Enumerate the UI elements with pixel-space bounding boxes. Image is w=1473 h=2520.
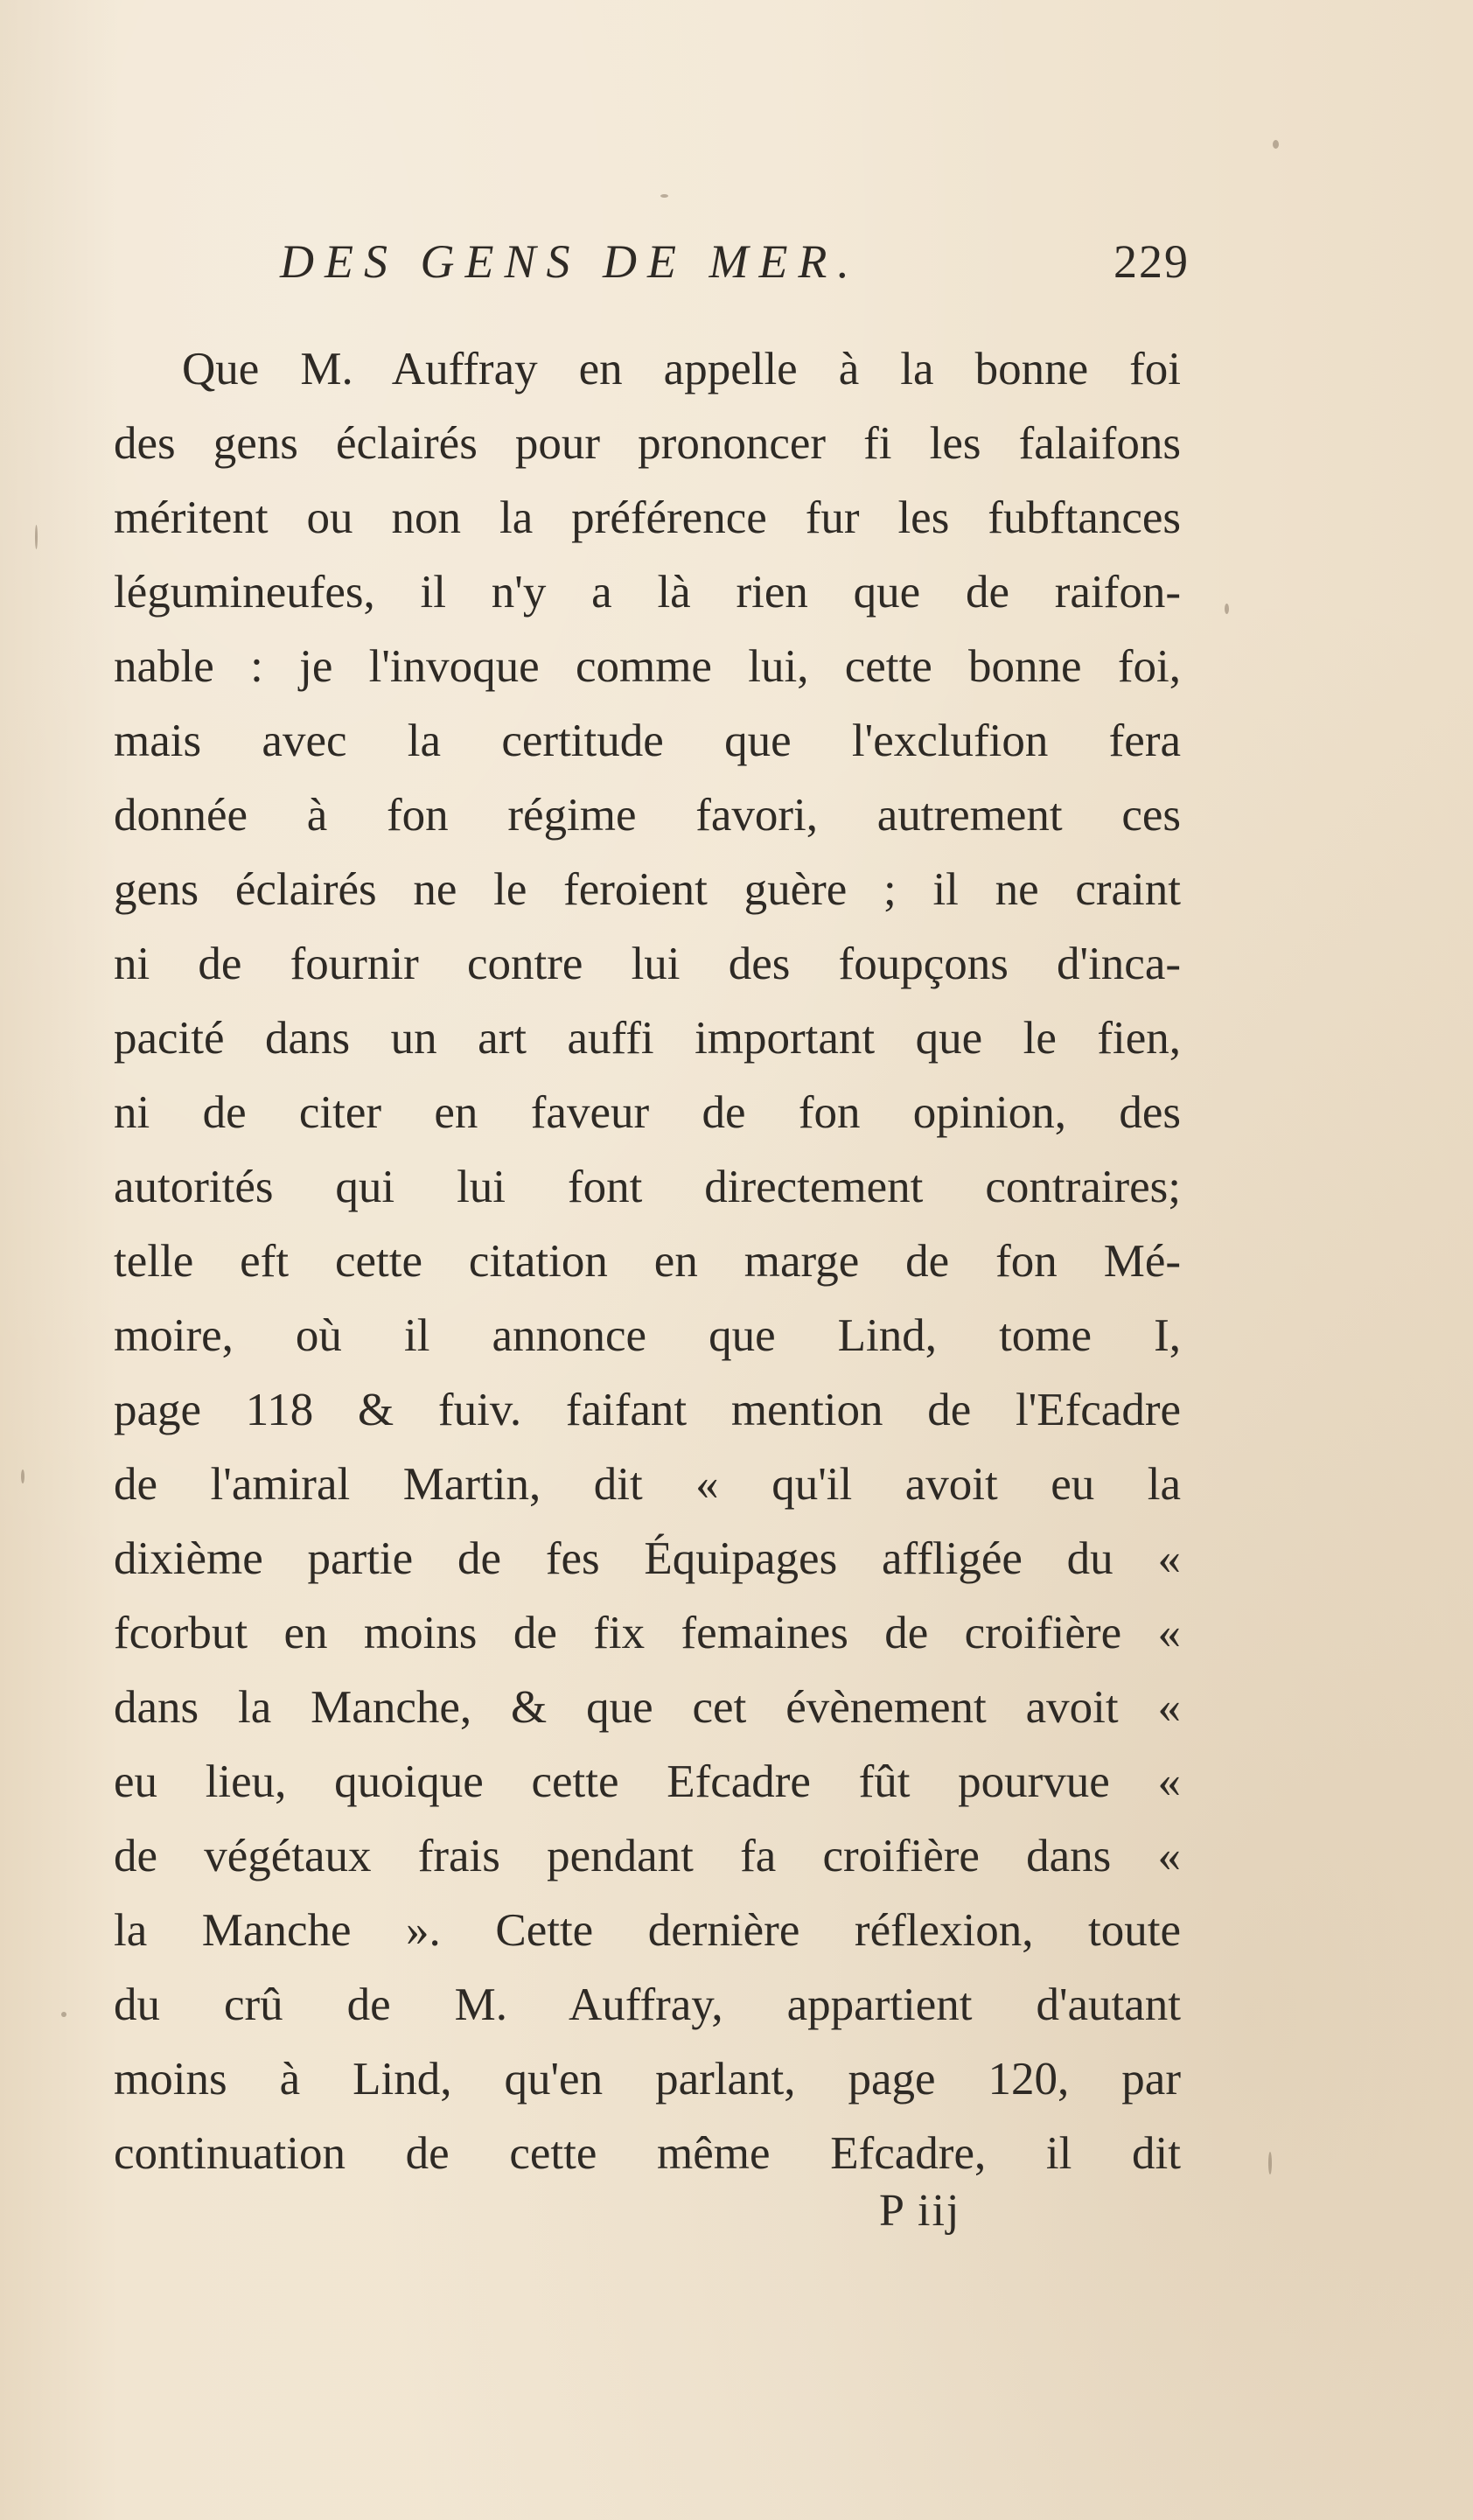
paper-speck bbox=[61, 2012, 66, 2017]
text-line: des gens éclairés pour prononcer fi les falaifons bbox=[114, 418, 1181, 469]
text-line: la Manche ». Cette dernière réflexion, toute bbox=[114, 1905, 1181, 1956]
text-line: mais avec la certitude que l'exclufion fera bbox=[114, 716, 1181, 766]
text-line: fcorbut en moins de fix femaines de croifière « bbox=[114, 1608, 1181, 1658]
text-line: pacité dans un art auffi important que le fien, bbox=[114, 1013, 1181, 1064]
signature-mark: P iij bbox=[879, 2186, 961, 2236]
text-line: moire, où il annonce que Lind, tome I, bbox=[114, 1310, 1181, 1361]
paper-speck bbox=[1268, 2152, 1272, 2174]
running-head-title: DES GENS DE MER. bbox=[280, 235, 860, 288]
paper-speck bbox=[21, 1469, 24, 1483]
text-line: ni de fournir contre lui des foupçons d'inca- bbox=[114, 939, 1181, 989]
paper-speck bbox=[660, 194, 668, 198]
text-line: méritent ou non la préférence fur les fubftances bbox=[114, 492, 1181, 543]
text-line: telle eft cette citation en marge de fon Mé- bbox=[114, 1236, 1181, 1287]
paper-speck bbox=[1225, 604, 1229, 614]
paper-speck bbox=[1273, 140, 1279, 149]
text-line: moins à Lind, qu'en parlant, page 120, par bbox=[114, 2054, 1181, 2105]
paper-speck bbox=[35, 525, 38, 549]
text-line: eu lieu, quoique cette Efcadre fût pourvue « bbox=[114, 1756, 1181, 1807]
text-line: dixième partie de fes Équipages affligée du « bbox=[114, 1533, 1181, 1584]
text-line: donnée à fon régime favori, autrement ces bbox=[114, 790, 1181, 841]
text-line: de végétaux frais pendant fa croifière dans « bbox=[114, 1831, 1181, 1881]
text-line: gens éclairés ne le feroient guère ; il ne craint bbox=[114, 864, 1181, 915]
page-number: 229 bbox=[1113, 235, 1190, 288]
text-line: dans la Manche, & que cet évènement avoit « bbox=[114, 1682, 1181, 1733]
text-line: ni de citer en faveur de fon opinion, des bbox=[114, 1087, 1181, 1138]
text-line: Que M. Auffray en appelle à la bonne foi bbox=[182, 344, 1181, 394]
text-line: continuation de cette même Efcadre, il dit bbox=[114, 2128, 1181, 2179]
text-line: de l'amiral Martin, dit « qu'il avoit eu la bbox=[114, 1459, 1181, 1510]
text-line: du crû de M. Auffray, appartient d'autant bbox=[114, 1979, 1181, 2030]
text-line: nable : je l'invoque comme lui, cette bonne foi, bbox=[114, 641, 1181, 692]
text-line: légumineufes, il n'y a là rien que de raifon- bbox=[114, 567, 1181, 618]
running-head bbox=[280, 234, 1190, 304]
text-line: autorités qui lui font directement contraires; bbox=[114, 1162, 1181, 1212]
text-line: page 118 & fuiv. faifant mention de l'Efcadre bbox=[114, 1385, 1181, 1435]
body-text bbox=[114, 332, 1181, 2191]
